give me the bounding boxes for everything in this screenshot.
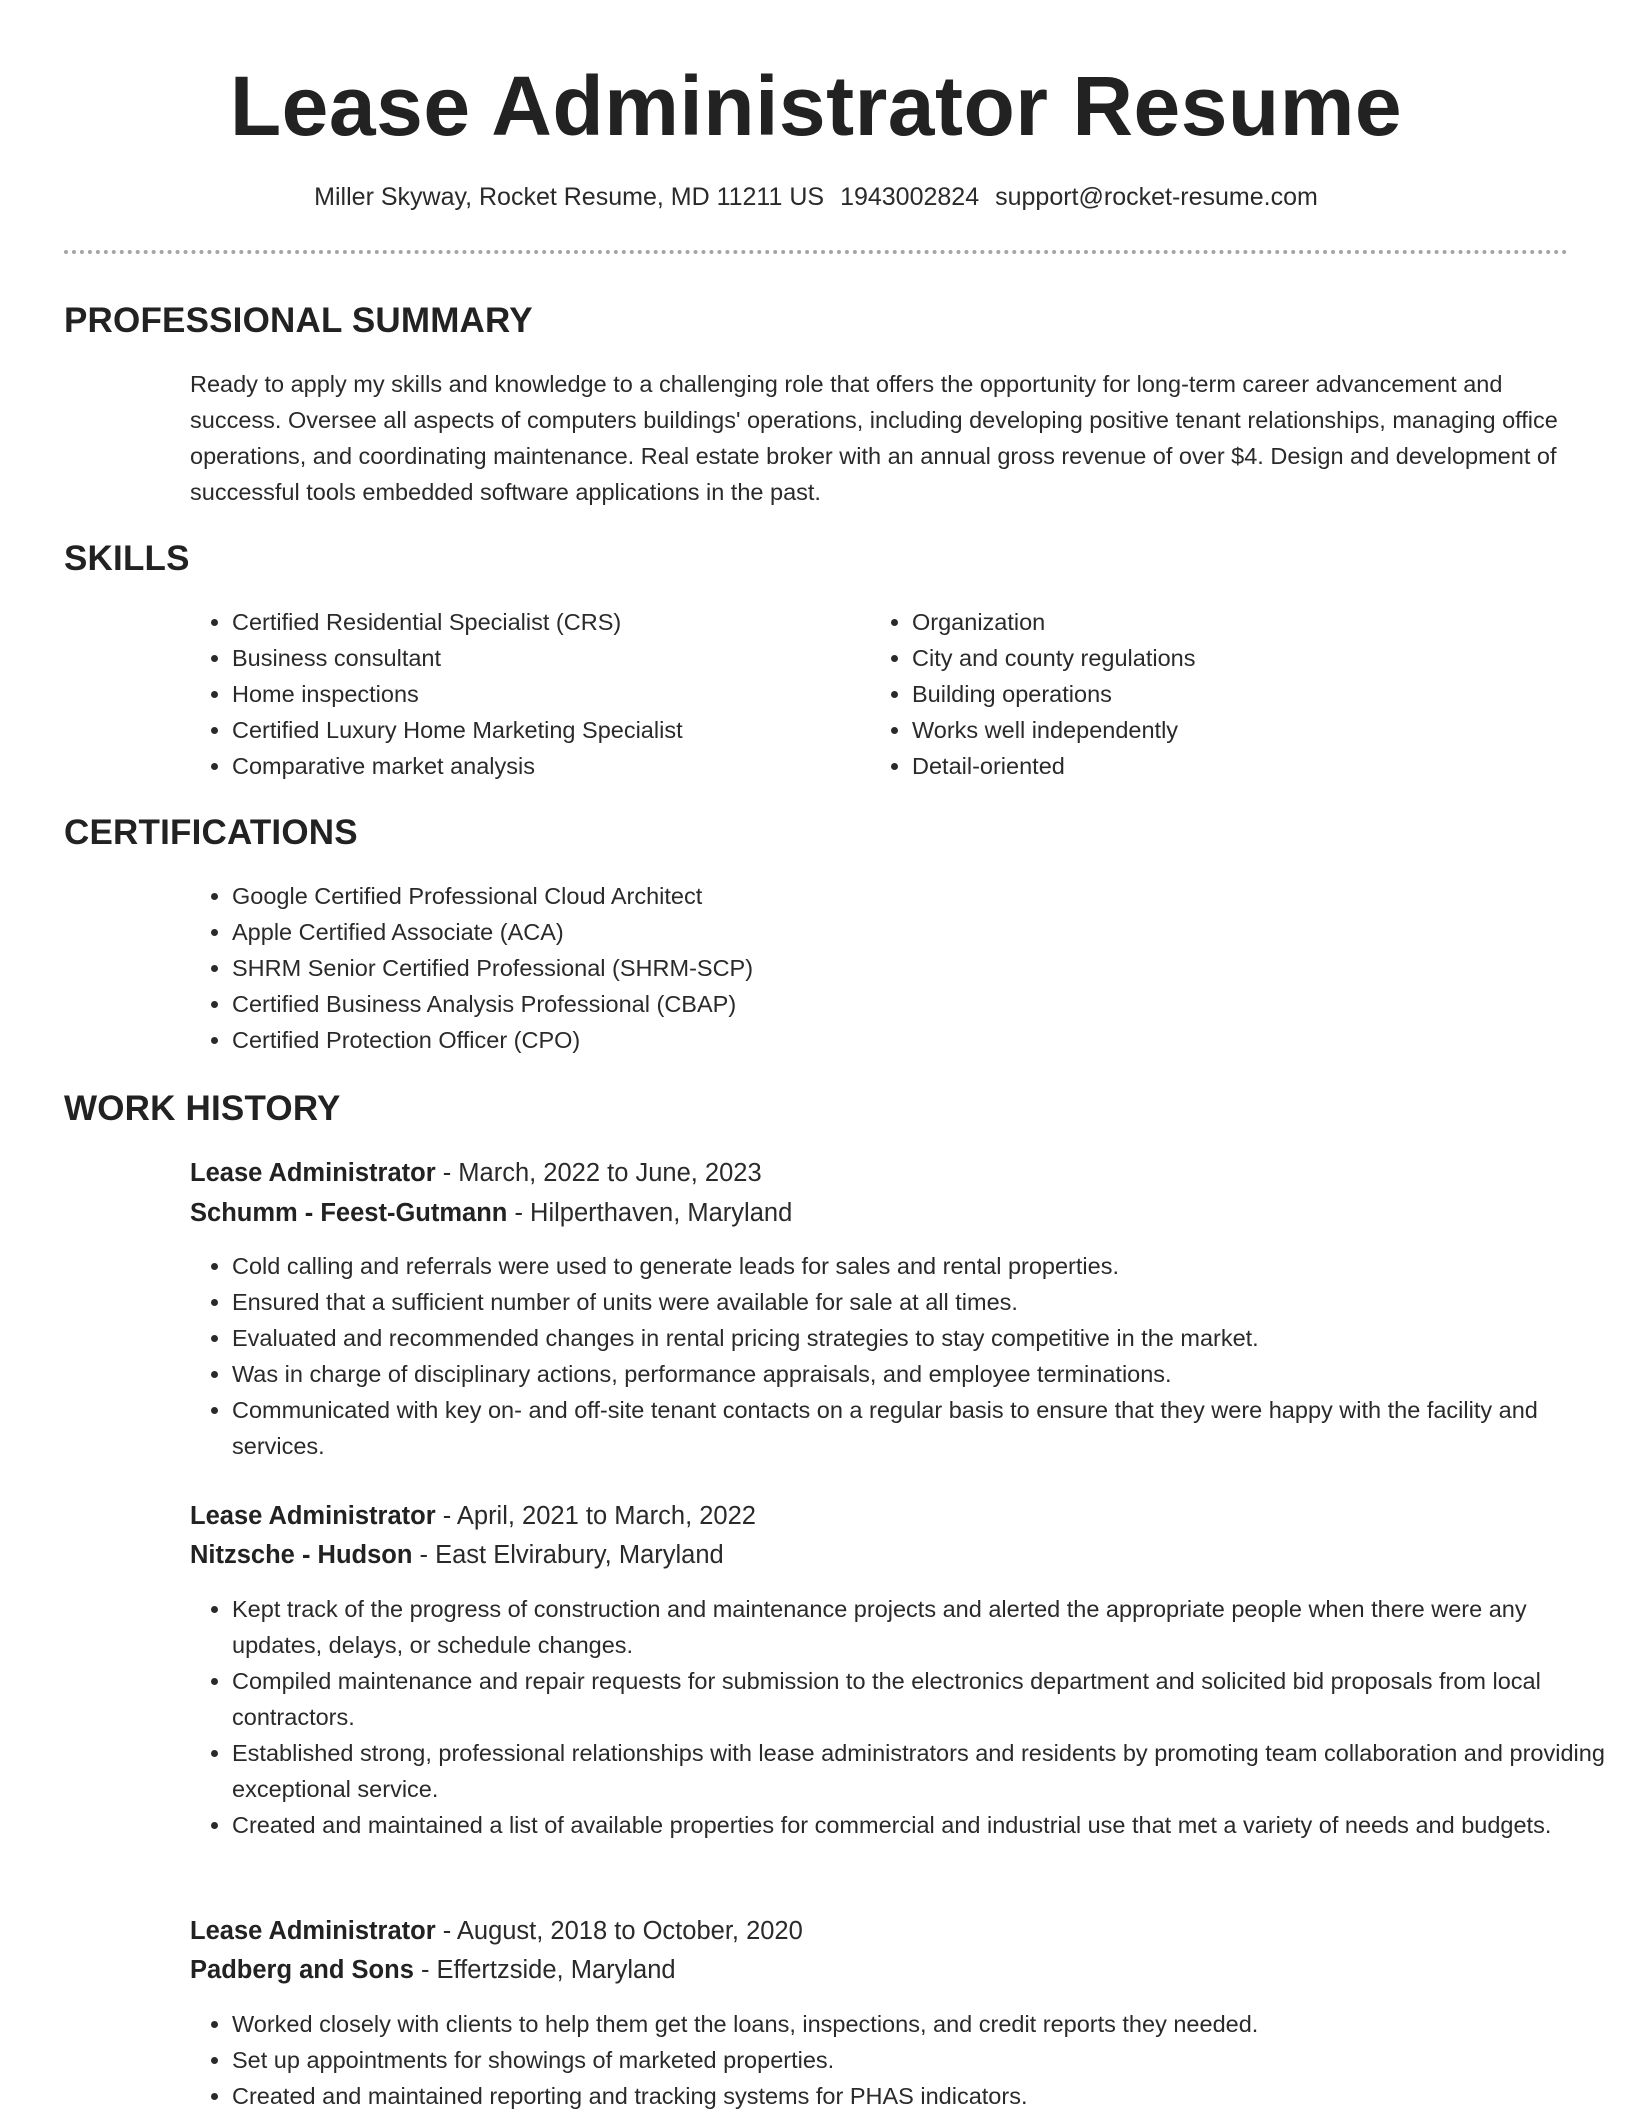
contact-email[interactable]: support@rocket-resume.com (995, 183, 1318, 211)
certifications-list (190, 878, 1572, 1058)
certification-item: • Certified Business Analysis Professional (CBAP) (232, 986, 1572, 1022)
job-2-title-line (190, 1497, 756, 1535)
job-title: Lease Administrator (190, 1502, 436, 1530)
duty-item: • Ensured that a sufficient number of units were available for sale at all times. (232, 1284, 1612, 1320)
skill-item: • Detail-oriented (912, 748, 1552, 784)
job-3-title-line (190, 1912, 803, 1950)
skills-list-right (870, 604, 1552, 784)
skill-item: • Certified Residential Specialist (CRS) (232, 604, 852, 640)
skill-item: • Business consultant (232, 640, 852, 676)
duty-item: • Kept track of the progress of construction and maintenance projects and alerted the appropriate people when there were any updates, delays, or schedule changes. (232, 1591, 1612, 1663)
duty-item: • Cold calling and referrals were used to generate leads for sales and rental properties. (232, 1248, 1612, 1284)
summary-heading: PROFESSIONAL SUMMARY (64, 301, 533, 340)
skills-heading: SKILLS (64, 539, 190, 578)
duty-item: • Established strong, professional relationships with lease administrators and residents by promoting team collaboration and providing exceptional service. (232, 1735, 1612, 1807)
skills-list-left (190, 604, 852, 784)
job-1-title-line (190, 1154, 762, 1192)
certification-item: • Certified Protection Officer (CPO) (232, 1022, 1572, 1058)
duty-item: • Created and maintained a list of available properties for commercial and industrial use that met a variety of needs and budgets. (232, 1807, 1612, 1843)
skill-item: • Home inspections (232, 676, 852, 712)
certification-item: • Apple Certified Associate (ACA) (232, 914, 1572, 950)
duty-item: • Created and maintained reporting and tracking systems for PHAS indicators. (232, 2078, 1612, 2114)
skill-item: • Organization (912, 604, 1552, 640)
duty-item: • Was in charge of disciplinary actions, performance appraisals, and employee terminations. (232, 1356, 1612, 1392)
duty-item: • Communicated with key on- and off-site tenant contacts on a regular basis to ensure that they were happy with the facility and services. (232, 1392, 1612, 1464)
job-company: Padberg and Sons (190, 1956, 414, 1984)
job-3-company-line (190, 1951, 676, 1989)
duty-item: • Compiled maintenance and repair requests for submission to the electronics department and solicited bid proposals from local contractors. (232, 1663, 1612, 1735)
contact-line (0, 180, 1632, 214)
certification-item: • Google Certified Professional Cloud Architect (232, 878, 1572, 914)
skill-item: • Building operations (912, 676, 1552, 712)
duty-item: • Worked closely with clients to help them get the loans, inspections, and credit reports they needed. (232, 2006, 1612, 2042)
skill-item: • Works well independently (912, 712, 1552, 748)
summary-text (190, 366, 1570, 510)
job-title: Lease Administrator (190, 1917, 436, 1945)
job-company: Nitzsche - Hudson (190, 1541, 413, 1569)
duty-item: • Set up appointments for showings of marketed properties. (232, 2042, 1612, 2078)
job-location: - East Elvirabury, Maryland (412, 1541, 724, 1569)
job-dates: - August, 2018 to October, 2020 (435, 1917, 803, 1945)
certification-item: • SHRM Senior Certified Professional (SHRM-SCP) (232, 950, 1572, 986)
header-divider (64, 250, 1568, 254)
contact-phone: 1943002824 (840, 183, 980, 211)
job-2-duties (190, 1591, 1612, 1843)
job-location: - Hilperthaven, Maryland (507, 1199, 793, 1227)
job-dates: - April, 2021 to March, 2022 (435, 1502, 756, 1530)
summary-paragraph: Ready to apply my skills and knowledge to a challenging role that offers the opportunity for long-term career advancement and success. Oversee all aspects of computers buildings' operations, including developing positive tenant relationships, managing office operations, and coordinating maintenance. Real estate broker with an annual gross revenue of over $4. Design and development of successful tools embedded software applications in the past. (190, 371, 1558, 505)
job-dates: - March, 2022 to June, 2023 (435, 1159, 762, 1187)
skill-item: • Certified Luxury Home Marketing Specialist (232, 712, 852, 748)
job-location: - Effertzside, Maryland (413, 1956, 676, 1984)
certifications-heading: CERTIFICATIONS (64, 813, 358, 852)
job-2-company-line (190, 1536, 724, 1574)
job-company: Schumm - Feest-Gutmann (190, 1199, 508, 1227)
job-3-duties (190, 2006, 1612, 2114)
job-title: Lease Administrator (190, 1159, 436, 1187)
resume-title: Lease Administrator Resume (229, 59, 1403, 153)
work-history-heading: WORK HISTORY (64, 1089, 341, 1128)
skill-item: • Comparative market analysis (232, 748, 852, 784)
contact-address: Miller Skyway, Rocket Resume, MD 11211 US (314, 183, 825, 211)
skill-item: • City and county regulations (912, 640, 1552, 676)
duty-item: • Evaluated and recommended changes in rental pricing strategies to stay competitive in the market. (232, 1320, 1612, 1356)
job-1-duties (190, 1248, 1612, 1464)
job-1-company-line (190, 1194, 792, 1232)
